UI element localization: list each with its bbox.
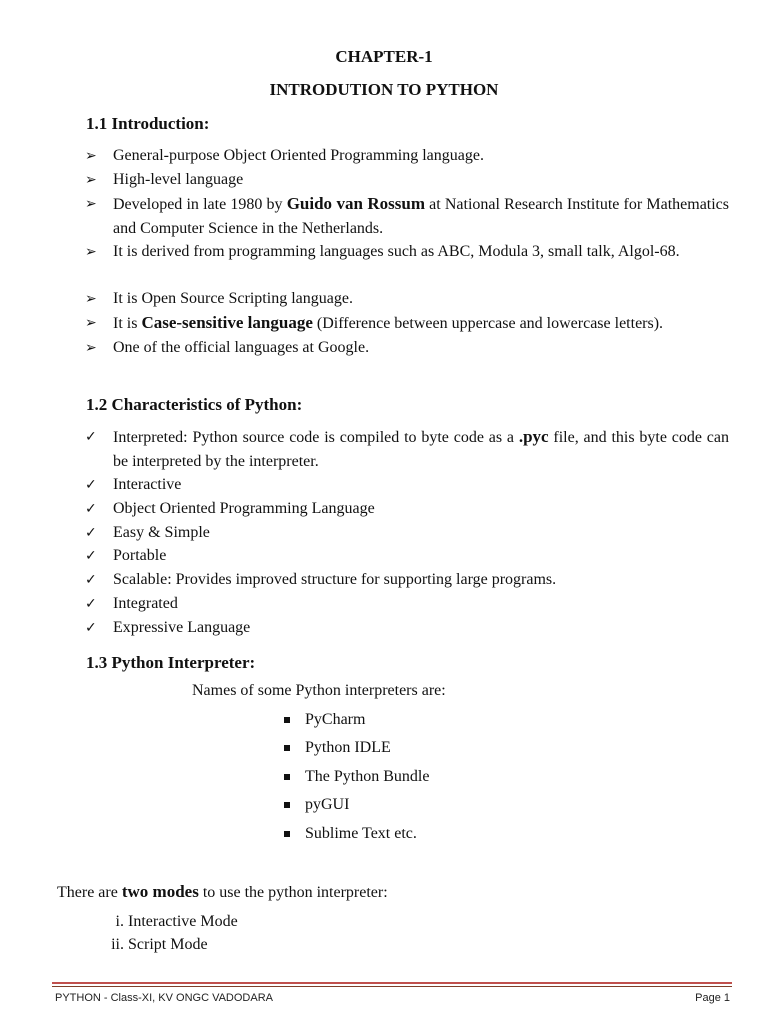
checkmark-icon: ✓: [85, 572, 97, 588]
emphasis-pyc: .pyc: [518, 427, 549, 446]
list-item: ➢ It is derived from programming languages such as ABC, Modula 3, small talk, Algol-68.: [85, 240, 729, 264]
section-heading-introduction: 1.1 Introduction:: [86, 114, 210, 133]
section-heading-interpreter: 1.3 Python Interpreter:: [86, 653, 256, 672]
chapter-label: CHAPTER-1: [335, 47, 433, 66]
emphasis-case-sensitive: Case-sensitive language: [141, 313, 313, 332]
list-item: Sublime Text etc.: [284, 822, 417, 846]
list-item: The Python Bundle: [284, 765, 429, 789]
roman-numeral: i.: [115, 913, 124, 930]
list-item: ➢ One of the official languages at Google.: [85, 336, 729, 360]
list-item: PyCharm: [284, 708, 365, 732]
checkmark-icon: ✓: [85, 501, 97, 517]
list-item: i. Interactive Mode: [100, 910, 238, 934]
list-item: ➢ Developed in late 1980 by Guido van Rossum at National Research Institute for Mathematics and Computer Science in the Netherlands.: [85, 194, 730, 237]
square-bullet-icon: [284, 831, 290, 837]
list-item: pyGUI: [284, 793, 349, 817]
checkmark-icon: ✓: [85, 429, 97, 445]
list-item: ➢ It is Case-sensitive language (Difference between uppercase and lowercase letters).: [85, 311, 729, 336]
checkmark-icon: ✓: [85, 525, 97, 541]
footer-left: PYTHON - Class-XI, KV ONGC VADODARA: [55, 992, 273, 1004]
list-item: ➢ General-purpose Object Oriented Programming language.: [85, 144, 729, 168]
list-item: ✓ Easy & Simple: [85, 521, 729, 545]
checkmark-icon: ✓: [85, 596, 97, 612]
footer-rule-thin: [52, 986, 732, 987]
square-bullet-icon: [284, 745, 290, 751]
page-number: Page 1: [695, 992, 730, 1004]
list-item: ✓ Portable: [85, 544, 729, 568]
emphasis-two-modes: two modes: [121, 882, 199, 901]
list-item: ✓ Interpreted: Python source code is compiled to byte code as a .pyc file, and this byte code can be interpreted by the interpreter.: [85, 427, 730, 470]
list-item: ✓ Integrated: [85, 592, 729, 616]
arrow-bullet-icon: ➢: [85, 291, 97, 307]
list-item: ➢ High-level language: [85, 168, 729, 192]
arrow-bullet-icon: ➢: [85, 196, 97, 212]
arrow-bullet-icon: ➢: [85, 172, 97, 188]
checkmark-icon: ✓: [85, 477, 97, 493]
checkmark-icon: ✓: [85, 620, 97, 636]
square-bullet-icon: [284, 717, 290, 723]
list-item: ✓ Expressive Language: [85, 616, 729, 640]
list-item: Python IDLE: [284, 736, 391, 760]
arrow-bullet-icon: ➢: [85, 148, 97, 164]
arrow-bullet-icon: ➢: [85, 244, 97, 260]
square-bullet-icon: [284, 802, 290, 808]
chapter-title: INTRODUTION TO PYTHON: [269, 80, 499, 99]
list-item: ii. Script Mode: [100, 933, 208, 957]
checkmark-icon: ✓: [85, 548, 97, 564]
section-heading-characteristics: 1.2 Characteristics of Python:: [86, 395, 303, 414]
footer-rule: [52, 982, 732, 984]
emphasis-author: Guido van Rossum: [286, 194, 425, 213]
list-item: ✓ Scalable: Provides improved structure for supporting large programs.: [85, 568, 729, 592]
list-item: ✓ Interactive: [85, 473, 729, 497]
arrow-bullet-icon: ➢: [85, 315, 97, 331]
arrow-bullet-icon: ➢: [85, 340, 97, 356]
modes-sentence: There are two modes to use the python interpreter:: [57, 882, 388, 901]
list-item: ➢ It is Open Source Scripting language.: [85, 287, 729, 311]
roman-numeral: ii.: [111, 936, 124, 953]
list-item: ✓ Object Oriented Programming Language: [85, 497, 729, 521]
square-bullet-icon: [284, 774, 290, 780]
interpreters-intro: Names of some Python interpreters are:: [192, 682, 446, 699]
